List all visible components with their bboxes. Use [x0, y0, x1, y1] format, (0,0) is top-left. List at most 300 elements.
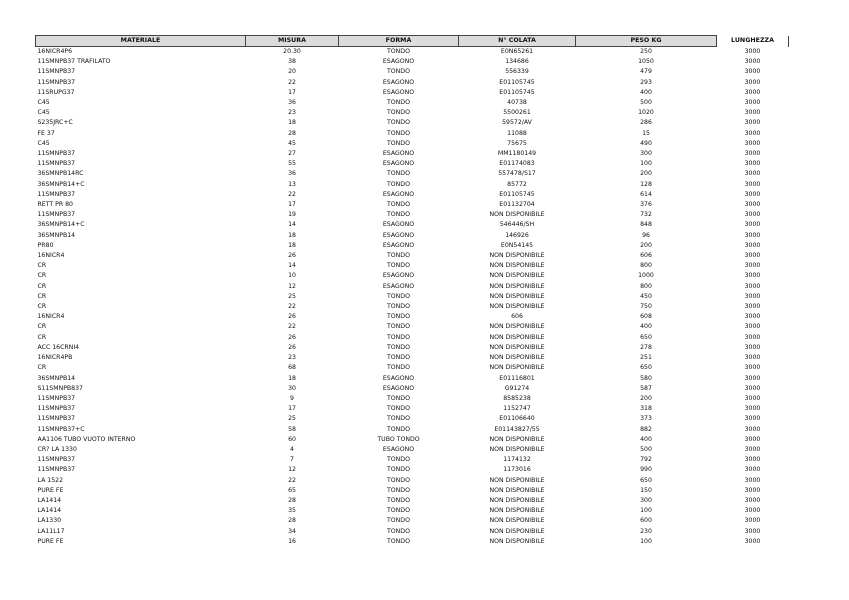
cell-materiale: 11SRUPG37 [37, 88, 75, 96]
cell-misura: 18 [288, 241, 296, 249]
table-row [36, 180, 789, 190]
cell-forma: TONDO [387, 405, 410, 413]
cell-colata: NON DISPONIBILE [489, 272, 545, 280]
cell-misura: 4 [290, 445, 294, 453]
cell-forma: TONDO [387, 354, 410, 362]
cell-forma: TONDO [387, 476, 410, 484]
cell-peso: 318 [640, 405, 652, 413]
cell-lunghezza: 3000 [744, 241, 761, 249]
cell-colata: 85772 [507, 180, 527, 188]
cell-materiale: RETT PR 80 [37, 201, 73, 209]
cell-forma: TONDO [387, 48, 410, 55]
cell-lunghezza: 3000 [744, 47, 761, 55]
cell-materiale: 11SMNPB37 [37, 415, 76, 423]
cell-peso: 400 [640, 323, 652, 331]
cell-materiale: 36SMNPB14 [37, 231, 76, 239]
cell-lunghezza: 3000 [744, 374, 761, 382]
cell-forma: ESAGONO [382, 221, 415, 229]
cell-peso: 606 [640, 252, 652, 260]
cell-peso: 608 [640, 313, 652, 321]
cell-forma: ESAGONO [382, 231, 415, 239]
cell-misura: 19 [288, 211, 296, 219]
cell-lunghezza: 3000 [744, 58, 761, 66]
cell-colata: 11088 [507, 129, 527, 137]
cell-peso: 100 [640, 537, 652, 545]
cell-materiale: 16NICR4P6 [37, 48, 73, 55]
cell-lunghezza: 3000 [744, 160, 761, 168]
cell-misura: 14 [288, 221, 296, 229]
cell-forma: TONDO [387, 139, 410, 147]
cell-misura: 22 [288, 303, 296, 311]
cell-colata: NON DISPONIBILE [489, 292, 545, 300]
cell-misura: 9 [290, 394, 294, 402]
cell-colata: NON DISPONIBILE [489, 262, 545, 270]
cell-colata: 40738 [507, 99, 527, 107]
cell-materiale: 11SMNPB37 [37, 211, 76, 219]
cell-lunghezza: 3000 [744, 333, 761, 341]
cell-lunghezza: 3000 [744, 323, 761, 331]
cell-lunghezza: 3000 [744, 507, 761, 515]
cell-forma: ESAGONO [382, 282, 415, 290]
cell-colata: MM1180149 [497, 150, 537, 158]
cell-lunghezza: 3000 [744, 405, 761, 413]
table-row [36, 129, 789, 139]
cell-forma: TONDO [387, 180, 410, 188]
cell-materiale: C45 [37, 109, 50, 117]
cell-materiale: CR [37, 292, 47, 300]
cell-peso: 286 [640, 119, 652, 127]
cell-materiale: 16NICR4PB [37, 354, 73, 362]
cell-materiale: 11SMNPB37+C [37, 425, 85, 433]
cell-peso: 15 [642, 129, 650, 137]
cell-colata: NON DISPONIBILE [489, 537, 545, 545]
table-row [36, 486, 789, 496]
cell-materiale: PR80 [37, 241, 54, 249]
cell-colata: E01105745 [499, 78, 535, 86]
cell-misura: 30 [288, 384, 296, 392]
cell-materiale: LA1330 [37, 517, 62, 525]
cell-forma: ESAGONO [382, 160, 415, 168]
cell-forma: TONDO [387, 456, 410, 464]
header-lunghezza: LUNGHEZZA [717, 36, 789, 47]
cell-lunghezza: 3000 [744, 496, 761, 504]
cell-materiale: CR? LA 1330 [37, 445, 77, 453]
cell-forma: TONDO [387, 129, 410, 137]
cell-lunghezza: 3000 [744, 190, 761, 198]
cell-peso: 750 [640, 303, 652, 311]
cell-lunghezza: 3000 [744, 343, 761, 351]
cell-forma: TONDO [387, 425, 410, 433]
table-row [36, 425, 789, 435]
table-row [36, 47, 789, 58]
cell-materiale: CR [37, 303, 47, 311]
cell-colata: E01132704 [499, 201, 535, 209]
cell-lunghezza: 3000 [744, 354, 761, 362]
table-row [36, 88, 789, 98]
table-row [36, 537, 789, 547]
cell-colata: 1152747 [503, 405, 531, 413]
cell-colata: NON DISPONIBILE [489, 252, 545, 260]
cell-forma: TONDO [387, 313, 410, 321]
cell-lunghezza: 3000 [744, 119, 761, 127]
cell-lunghezza: 3000 [744, 282, 761, 290]
cell-peso: 848 [640, 221, 652, 229]
cell-colata: NON DISPONIBILE [489, 333, 545, 341]
cell-misura: 18 [288, 119, 296, 127]
table-row [36, 496, 789, 506]
cell-misura: 26 [288, 333, 296, 341]
cell-misura: 12 [288, 282, 296, 290]
table-row [36, 271, 789, 281]
cell-materiale: PURE FE [37, 486, 64, 494]
cell-lunghezza: 3000 [744, 272, 761, 280]
table-row [36, 527, 789, 537]
cell-peso: 990 [640, 466, 652, 474]
cell-peso: 300 [640, 150, 652, 158]
cell-materiale: 11SMNPB37 [37, 150, 76, 158]
cell-forma: TONDO [387, 496, 410, 504]
table-row [36, 465, 789, 475]
cell-colata: G91274 [504, 384, 530, 392]
cell-peso: 614 [640, 190, 652, 198]
cell-lunghezza: 3000 [744, 231, 761, 239]
cell-peso: 479 [640, 68, 652, 76]
cell-forma: ESAGONO [382, 150, 415, 158]
cell-forma: TONDO [387, 333, 410, 341]
cell-lunghezza: 3000 [744, 517, 761, 525]
table-row [36, 118, 789, 128]
cell-lunghezza: 3000 [744, 139, 761, 147]
cell-misura: 25 [288, 292, 296, 300]
cell-materiale: ACC 16CRNI4 [37, 343, 80, 351]
cell-forma: TONDO [387, 262, 410, 270]
cell-colata: 75675 [507, 139, 527, 147]
cell-misura: 26 [288, 343, 296, 351]
cell-colata: NON DISPONIBILE [489, 323, 545, 331]
cell-misura: 18 [288, 231, 296, 239]
cell-peso: 450 [640, 292, 652, 300]
cell-lunghezza: 3000 [744, 68, 761, 76]
cell-colata: NON DISPONIBILE [489, 486, 545, 494]
cell-materiale: 11SMNPB37 [37, 405, 76, 413]
cell-colata: 59572/AV [502, 119, 532, 127]
cell-peso: 100 [640, 507, 652, 515]
cell-misura: 58 [288, 425, 296, 433]
cell-peso: 200 [640, 394, 652, 402]
cell-peso: 600 [640, 517, 652, 525]
cell-forma: TONDO [387, 466, 410, 474]
cell-misura: 60 [288, 435, 296, 443]
header-colata: N° COLATA [459, 36, 576, 47]
cell-peso: 800 [640, 262, 652, 270]
cell-forma: ESAGONO [382, 88, 415, 96]
table-row [36, 231, 789, 241]
cell-materiale: 11SMNPB37 [37, 190, 76, 198]
cell-peso: 1000 [638, 272, 654, 280]
cell-peso: 128 [640, 180, 652, 188]
table-row [36, 98, 789, 108]
cell-lunghezza: 3000 [744, 180, 761, 188]
table-row [36, 57, 789, 67]
cell-forma: TONDO [387, 252, 410, 260]
cell-lunghezza: 3000 [744, 476, 761, 484]
cell-peso: 650 [640, 476, 652, 484]
cell-lunghezza: 3000 [744, 445, 761, 453]
cell-misura: 18 [288, 374, 296, 382]
cell-lunghezza: 3000 [744, 486, 761, 494]
cell-colata: NON DISPONIBILE [489, 496, 545, 504]
table-row [36, 251, 789, 261]
table-row [36, 435, 789, 445]
cell-misura: 16 [288, 537, 296, 545]
cell-peso: 230 [640, 527, 652, 535]
table-row [36, 169, 789, 179]
cell-colata: 146926 [505, 231, 529, 239]
cell-materiale: PURE FE [37, 537, 64, 545]
table-row [36, 190, 789, 200]
cell-misura: 28 [288, 517, 296, 525]
cell-forma: ESAGONO [382, 78, 415, 86]
cell-lunghezza: 3000 [744, 394, 761, 402]
cell-colata: NON DISPONIBILE [489, 527, 545, 535]
cell-misura: 20.30 [283, 48, 301, 55]
cell-colata: NON DISPONIBILE [489, 364, 545, 372]
cell-materiale: 36SMNPB14RC [37, 170, 84, 178]
table-row [36, 312, 789, 322]
cell-materiale: C45 [37, 139, 50, 147]
cell-materiale: CR [37, 262, 47, 270]
table-row [36, 210, 789, 220]
cell-misura: 22 [288, 476, 296, 484]
inventory-sheet [35, 35, 788, 547]
cell-peso: 373 [640, 415, 652, 423]
cell-misura: 36 [288, 99, 296, 107]
cell-colata: E0N54145 [500, 241, 534, 249]
table-row [36, 322, 789, 332]
table-row [36, 261, 789, 271]
table-row [36, 282, 789, 292]
cell-forma: ESAGONO [382, 445, 415, 453]
cell-lunghezza: 3000 [744, 435, 761, 443]
table-row [36, 404, 789, 414]
cell-misura: 17 [288, 88, 296, 96]
header-row [36, 36, 789, 47]
cell-lunghezza: 3000 [744, 252, 761, 260]
cell-misura: 65 [288, 486, 296, 494]
cell-peso: 400 [640, 435, 652, 443]
cell-colata: 1174132 [503, 456, 531, 464]
cell-colata: 556339 [505, 68, 529, 76]
table-row [36, 363, 789, 373]
table-row [36, 149, 789, 159]
cell-colata: NON DISPONIBILE [489, 303, 545, 311]
cell-misura: 23 [288, 109, 296, 117]
cell-forma: TONDO [387, 415, 410, 423]
cell-colata: E01105745 [499, 190, 535, 198]
table-row [36, 374, 789, 384]
table-row [36, 200, 789, 210]
cell-lunghezza: 3000 [744, 466, 761, 474]
cell-peso: 650 [640, 364, 652, 372]
cell-lunghezza: 3000 [744, 292, 761, 300]
cell-materiale: 11SMNPB37 [37, 456, 76, 464]
cell-materiale: FE 37 [37, 129, 55, 137]
cell-misura: 28 [288, 496, 296, 504]
cell-colata: 134686 [505, 58, 529, 66]
cell-misura: 35 [288, 507, 296, 515]
cell-materiale: C45 [37, 99, 50, 107]
cell-lunghezza: 3000 [744, 150, 761, 158]
cell-materiale: 36SMNPB14+C [37, 221, 85, 229]
cell-colata: NON DISPONIBILE [489, 354, 545, 362]
cell-lunghezza: 3000 [744, 88, 761, 96]
cell-lunghezza: 3000 [744, 99, 761, 107]
table-row [36, 516, 789, 526]
cell-colata: 546446/SH [499, 221, 535, 229]
cell-misura: 10 [288, 272, 296, 280]
cell-misura: 36 [288, 170, 296, 178]
cell-misura: 17 [288, 405, 296, 413]
cell-peso: 580 [640, 374, 652, 382]
table-row [36, 455, 789, 465]
cell-materiale: CR [37, 323, 47, 331]
cell-forma: TONDO [387, 170, 410, 178]
table-row [36, 343, 789, 353]
cell-peso: 1050 [638, 58, 654, 66]
cell-peso: 882 [640, 425, 652, 433]
cell-peso: 500 [640, 445, 652, 453]
cell-peso: 200 [640, 241, 652, 249]
cell-colata: 606 [511, 313, 523, 321]
cell-colata: E0N65261 [500, 48, 534, 55]
table-row [36, 108, 789, 118]
table-row [36, 241, 789, 251]
table-row [36, 384, 789, 394]
inventory-table [35, 35, 789, 547]
cell-forma: TONDO [387, 343, 410, 351]
cell-lunghezza: 3000 [744, 109, 761, 117]
cell-forma: TONDO [387, 201, 410, 209]
cell-misura: 7 [290, 456, 294, 464]
cell-lunghezza: 3000 [744, 221, 761, 229]
cell-lunghezza: 3000 [744, 303, 761, 311]
cell-colata: NON DISPONIBILE [489, 435, 545, 443]
cell-forma: TONDO [387, 486, 410, 494]
cell-colata: 5500261 [503, 109, 531, 117]
cell-colata: NON DISPONIBILE [489, 476, 545, 484]
cell-peso: 400 [640, 88, 652, 96]
cell-lunghezza: 3000 [744, 425, 761, 433]
cell-misura: 25 [288, 415, 296, 423]
cell-lunghezza: 3000 [744, 211, 761, 219]
cell-materiale: 11SMNPB37 TRAFILATO [37, 58, 111, 66]
cell-misura: 34 [288, 527, 296, 535]
cell-forma: TONDO [387, 517, 410, 525]
cell-forma: TONDO [387, 394, 410, 402]
cell-materiale: CR [37, 272, 47, 280]
cell-materiale: 11SMNPB37 [37, 394, 76, 402]
cell-lunghezza: 3000 [744, 537, 761, 545]
cell-colata: NON DISPONIBILE [489, 507, 545, 515]
cell-materiale: 11SMNPB37 [37, 78, 76, 86]
cell-forma: ESAGONO [382, 190, 415, 198]
cell-materiale: 11SMNPB37 [37, 466, 76, 474]
cell-lunghezza: 3000 [744, 364, 761, 372]
cell-misura: 38 [288, 58, 296, 66]
cell-forma: TUBO TONDO [377, 435, 420, 443]
cell-peso: 300 [640, 496, 652, 504]
cell-misura: 45 [288, 139, 296, 147]
cell-forma: ESAGONO [382, 272, 415, 280]
table-row [36, 159, 789, 169]
header-forma: FORMA [339, 36, 459, 47]
cell-peso: 650 [640, 333, 652, 341]
cell-peso: 200 [640, 170, 652, 178]
cell-misura: 14 [288, 262, 296, 270]
table-row [36, 394, 789, 404]
header-materiale: MATERIALE [36, 36, 246, 47]
cell-colata: NON DISPONIBILE [489, 445, 545, 453]
cell-materiale: 16NICR4 [37, 313, 65, 321]
cell-forma: TONDO [387, 364, 410, 372]
table-body [36, 47, 789, 547]
table-row [36, 78, 789, 88]
cell-materiale: 16NICR4 [37, 252, 65, 260]
cell-peso: 150 [640, 486, 652, 494]
table-row [36, 445, 789, 455]
cell-forma: ESAGONO [382, 374, 415, 382]
cell-misura: 68 [288, 364, 296, 372]
cell-forma: TONDO [387, 507, 410, 515]
cell-materiale: LA11L17 [37, 527, 65, 535]
cell-lunghezza: 3000 [744, 78, 761, 86]
cell-lunghezza: 3000 [744, 527, 761, 535]
cell-forma: TONDO [387, 211, 410, 219]
cell-colata: 1173016 [503, 466, 531, 474]
cell-peso: 376 [640, 201, 652, 209]
cell-peso: 100 [640, 160, 652, 168]
cell-peso: 293 [640, 78, 652, 86]
cell-materiale: AA1106 TUBO VUOTO INTERNO [37, 435, 136, 443]
table-row [36, 139, 789, 149]
cell-forma: TONDO [387, 303, 410, 311]
table-row [36, 292, 789, 302]
cell-lunghezza: 3000 [744, 415, 761, 423]
cell-colata: 8585238 [503, 394, 531, 402]
cell-forma: TONDO [387, 527, 410, 535]
cell-misura: 26 [288, 313, 296, 321]
cell-materiale: S11SMNPB837 [37, 384, 83, 392]
cell-misura: 23 [288, 354, 296, 362]
cell-colata: E01105745 [499, 88, 535, 96]
cell-colata: NON DISPONIBILE [489, 517, 545, 525]
cell-misura: 13 [288, 180, 296, 188]
cell-materiale: CR [37, 333, 47, 341]
cell-forma: ESAGONO [382, 58, 415, 66]
cell-materiale: LA 1522 [37, 476, 64, 484]
cell-colata: NON DISPONIBILE [489, 343, 545, 351]
table-row [36, 302, 789, 312]
header-misura: MISURA [246, 36, 339, 47]
cell-misura: 26 [288, 252, 296, 260]
cell-misura: 28 [288, 129, 296, 137]
cell-forma: TONDO [387, 109, 410, 117]
cell-misura: 20 [288, 68, 296, 76]
cell-colata: NON DISPONIBILE [489, 282, 545, 290]
cell-colata: E01106640 [499, 415, 535, 423]
cell-lunghezza: 3000 [744, 262, 761, 270]
cell-peso: 490 [640, 139, 652, 147]
